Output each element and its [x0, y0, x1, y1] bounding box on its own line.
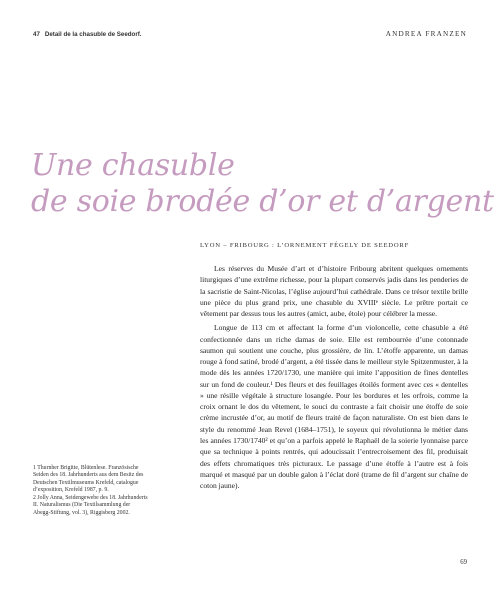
- title-line-2: de soie brodée d’or et d’argent: [31, 184, 494, 219]
- article-subtitle: LYON – FRIBOURG : L’ORNEMENT FÉGELY DE SEEDORF: [200, 242, 410, 249]
- article-body: [200, 263, 468, 491]
- figure-caption: [33, 31, 142, 38]
- title-line-1: Une chasuble: [31, 148, 235, 183]
- article-title: [31, 148, 494, 220]
- footnotes: [33, 465, 148, 518]
- figure-caption-text: Detail de la chasuble de Seedorf.: [44, 31, 142, 38]
- body-paragraph-2: Longue de 113 cm et affectant la forme d’un violoncelle, cette chasuble a été confectionnée dans un riche damas de soie. Elle est rembourrée d’une cotonnade saumon qui soutient une couche, plus grossière, de lin. L’étoffe apparente, un damas rouge à fond satiné, brodé d’argent, a été tissée dans le meilleur style Spitzenmuster, à la mode dès les années 1720/1730, une manière qui imite l’apposition de fines dentelles sur un fond de couleur.¹ Des fleurs et des feuillages étoilés forment avec ces « dentelles » une résille végétale à structure losangée. Pour les bordures et les orfrois, comme la croix ornant le dos du vêtement, le souci du contraste a fait choisir une étoffe de soie crème incrustée d’or, au motif de fleurs traité de façon naturaliste. On est bien dans le style du renommé Jean Revel (1684–1751), le soyeux qui révolutionna le métier dans les années 1730/1740² et qu’on a parfois appelé le Raphaël de la soierie lyonnaise parce que sa technique à points rentrés, qui adoucissait l’entrecroisement des fil, produisait des effets chromatiques très picturaux. Le passage d’une étoffe à l’autre est à fois marqué et masqué par un double galon à l’éclat doré (trame de fil d’argent sur chaîne de coton jaune).: [200, 323, 468, 491]
- figure-number: 47: [33, 31, 40, 38]
- footnote-2: 2 Jolly Anna, Seidengewebe des 18. Jahrhunderts II. Naturalismus (Die Textilsammlung der Abegg-Stiftung, vol. 3), Riggisberg 2002.: [33, 495, 148, 516]
- footnote-1: 1 Thurnher Brigitte, Blütenlese. Französische Seiden des 18. Jahrhunderts aus dem Besitz des Deutschen Textilmuseums Krefeld, catalogue d’exposition, Krefeld 1987, p. 9.: [33, 465, 144, 493]
- running-head-author: ANDREA FRANZEN: [385, 30, 467, 38]
- body-paragraph-1: Les réserves du Musée d’art et d’histoire Fribourg abritent quelques ornements liturgiques d’une extrême richesse, pour la plupart conservés jadis dans les penderies de la sacristie de Saint-Nicolas, l’église aujourd’hui cathédrale. Dans ce trésor textile brille une pièce du plus grand prix, une chasuble du XVIIIᵉ siècle. Le prêtre portait ce vêtement par dessus tous les autres (amict, aube, étole) pour célébrer la messe.: [200, 264, 468, 319]
- page-number: 69: [460, 559, 467, 566]
